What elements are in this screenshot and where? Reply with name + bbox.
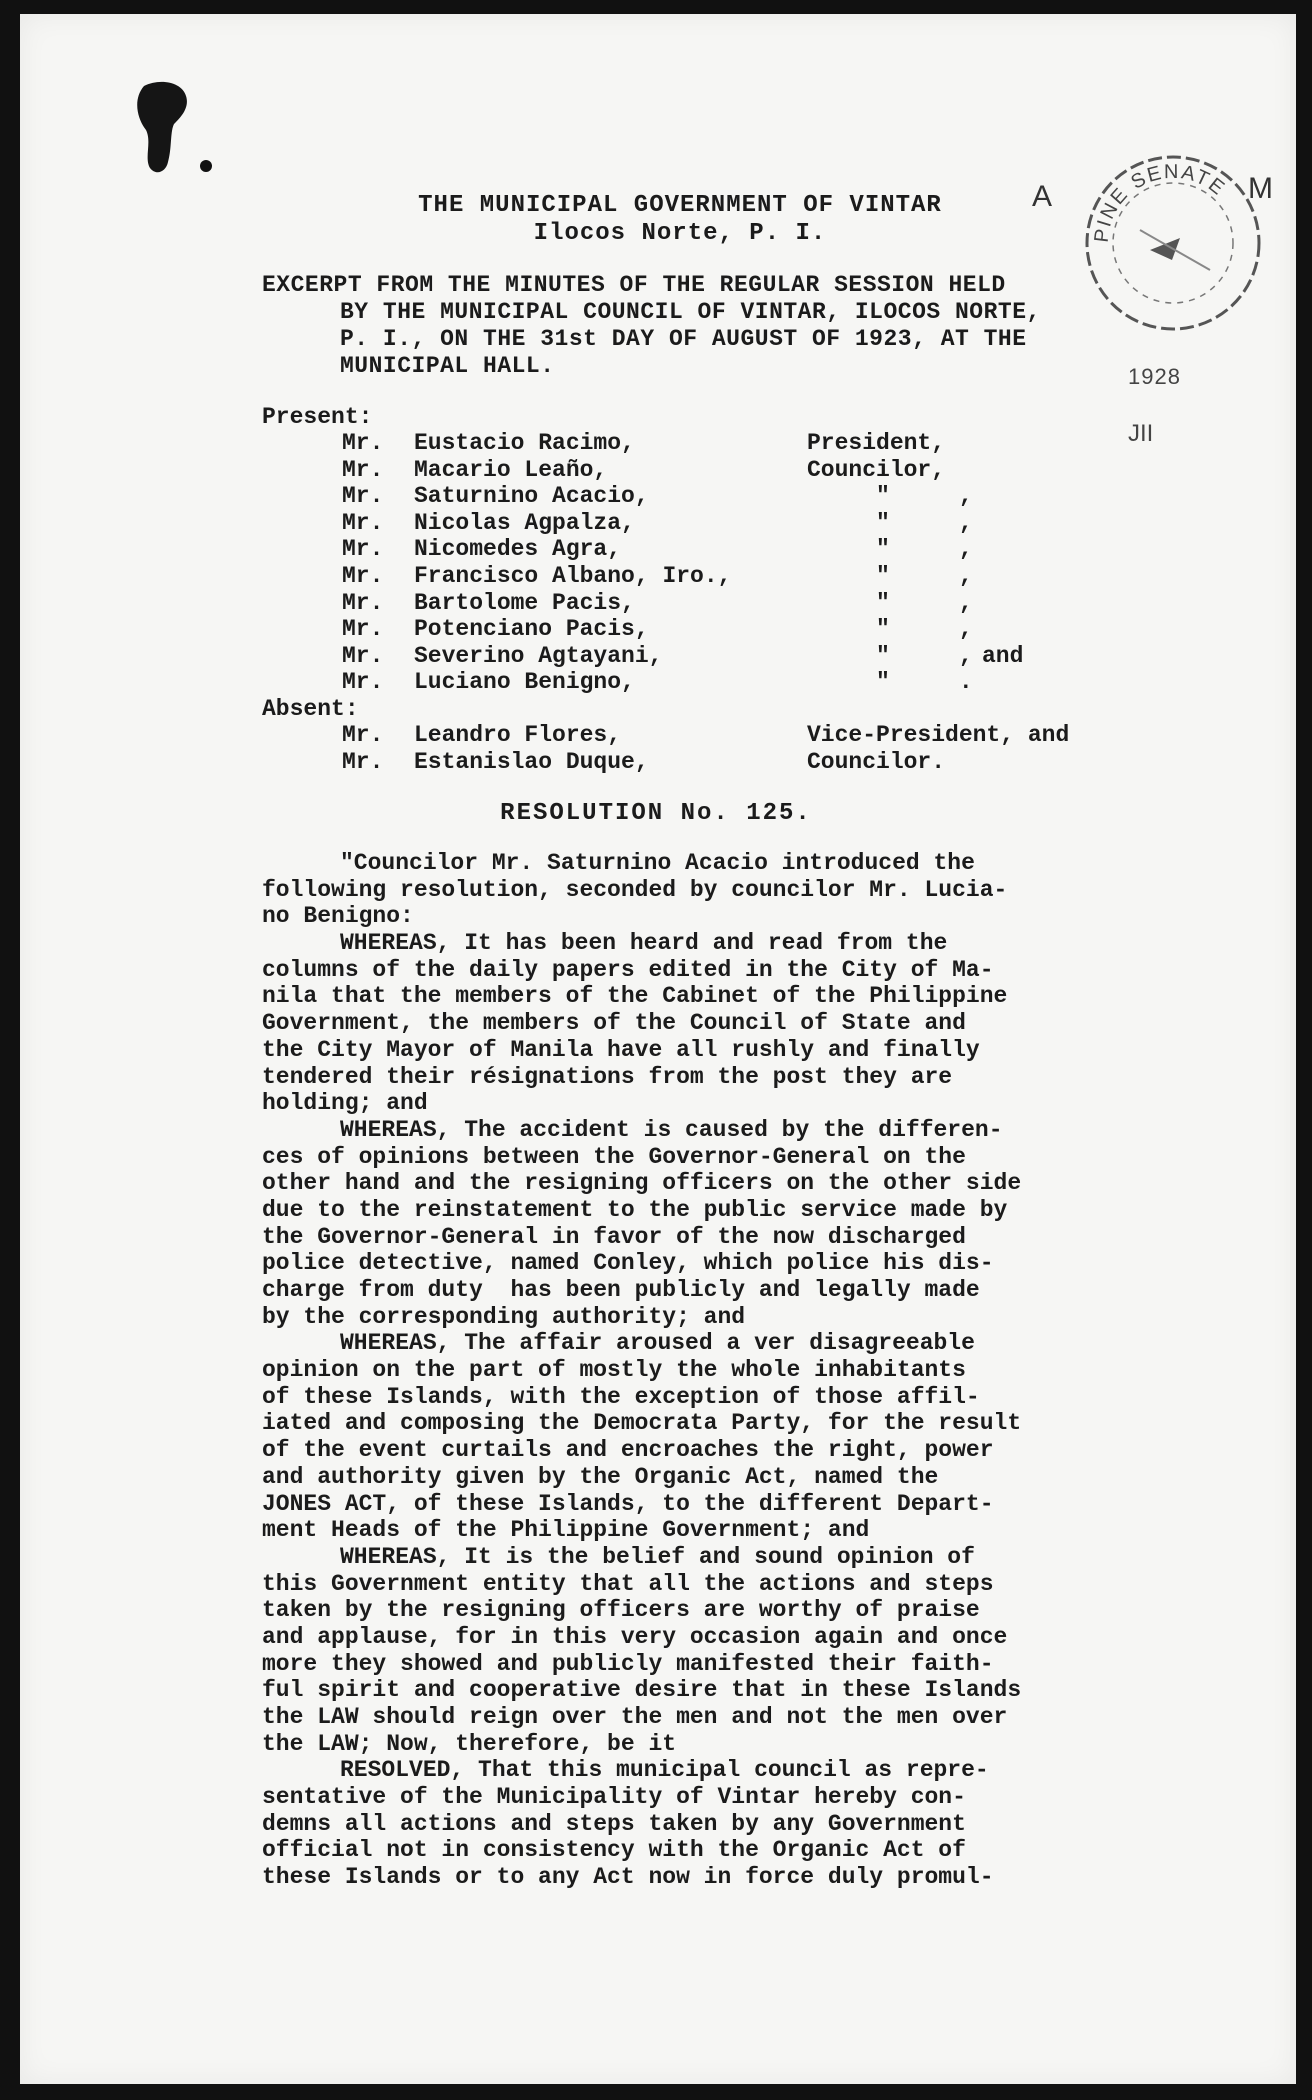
ink-dot-mark <box>200 160 212 172</box>
member-name: Luciano Benigno, <box>414 669 635 696</box>
member-role: " , <box>807 616 973 643</box>
member-title: Mr. <box>342 642 384 669</box>
member-title: Mr. <box>342 748 384 775</box>
body-line: other hand and the resigning officers on the other side <box>262 1170 1022 1197</box>
roster-row <box>262 590 1162 617</box>
member-role: " , <box>807 483 973 510</box>
body-line: the LAW should reign over the men and not the men over <box>262 1704 1008 1730</box>
body-line: WHEREAS, It is the belief and sound opinion of <box>340 1543 975 1570</box>
ink-blot-mark <box>130 78 194 178</box>
body-line: this Government entity that all the actions and steps <box>262 1570 994 1597</box>
body-line: WHEREAS, The affair aroused a ver disagreeable <box>340 1330 975 1357</box>
roster-row <box>262 722 1162 749</box>
body-line: and authority given by the Organic Act, named the <box>262 1463 939 1490</box>
body-line: of the event curtails and encroaches the right, power <box>262 1437 994 1464</box>
resolution-title: RESOLUTION No. 125. <box>500 800 812 827</box>
roster-row <box>262 510 1162 537</box>
body-line: columns of the daily papers edited in the City of Ma- <box>262 956 994 983</box>
roster-row <box>262 430 1162 457</box>
body-line: by the corresponding authority; and <box>262 1303 746 1330</box>
excerpt-line: P. I., ON THE 31st DAY OF AUGUST OF 1923, AT THE <box>340 326 1027 352</box>
member-title: Mr. <box>342 430 384 456</box>
member-role: " , <box>807 589 973 616</box>
body-line: official not in consistency with the Organic Act of <box>262 1837 966 1864</box>
body-line: the LAW; Now, therefore, be it <box>262 1730 677 1757</box>
member-title: Mr. <box>342 456 384 483</box>
excerpt-line: EXCERPT FROM THE MINUTES OF THE REGULAR SESSION HELD <box>262 272 1006 298</box>
body-line: ces of opinions between the Governor-General on the <box>262 1143 966 1170</box>
member-role: " , <box>807 562 973 589</box>
body-line: WHEREAS, The accident is caused by the differen- <box>340 1116 1003 1143</box>
body-line: due to the reinstatement to the public service made by <box>262 1196 1008 1223</box>
roster-row <box>262 749 1162 776</box>
member-role: " , <box>807 536 973 563</box>
member-role: Vice-President, and <box>807 722 1070 748</box>
member-title: Mr. <box>342 669 384 696</box>
body-line: ment Heads of the Philippine Government; and <box>262 1517 870 1544</box>
body-line: ful spirit and cooperative desire that in these Islands <box>262 1677 1022 1704</box>
absent-label: Absent: <box>262 696 359 722</box>
excerpt-paragraph <box>262 272 1122 380</box>
member-name: Severino Agtayani, <box>414 642 663 669</box>
member-name: Macario Leaño, <box>414 456 608 483</box>
body-line: and applause, for in this very occasion again and once <box>262 1623 1008 1650</box>
member-name: Nicolas Agpalza, <box>414 509 635 536</box>
body-line: more they showed and publicly manifested their faith- <box>262 1650 994 1677</box>
body-line: RESOLVED, That this municipal council as repre- <box>340 1757 989 1784</box>
body-line: following resolution, seconded by councilor Mr. Lucia- <box>262 876 1008 903</box>
member-title: Mr. <box>342 562 384 589</box>
roster-row <box>262 669 1162 696</box>
document-header <box>360 192 1000 248</box>
member-role: Councilor, <box>807 456 946 483</box>
margin-mark-m: M <box>1248 172 1273 205</box>
body-line: no Benigno: <box>262 903 414 930</box>
body-line: opinion on the part of mostly the whole inhabitants <box>262 1357 966 1384</box>
body-line: charge from duty has been publicly and legally made <box>262 1277 980 1303</box>
stamp-year: 1928 <box>1128 364 1181 389</box>
member-name: Eustacio Racimo, <box>414 430 635 456</box>
member-name: Saturnino Acacio, <box>414 483 649 510</box>
body-line: holding; and <box>262 1090 428 1117</box>
body-line: sentative of the Municipality of Vintar hereby con- <box>262 1784 966 1811</box>
member-title: Mr. <box>342 483 384 510</box>
resolution-body <box>262 850 1162 1891</box>
member-role: Councilor. <box>807 748 946 775</box>
body-line: police detective, named Conley, which police his dis- <box>262 1250 994 1277</box>
roster-row <box>262 457 1162 484</box>
member-title: Mr. <box>342 509 384 536</box>
body-line: WHEREAS, It has been heard and read from the <box>340 930 948 957</box>
member-title: Mr. <box>342 536 384 563</box>
body-line: of these Islands, with the exception of those affil- <box>262 1383 980 1410</box>
body-line: nila that the members of the Cabinet of the Philippine <box>262 983 1008 1010</box>
body-line: taken by the resigning officers are worthy of praise <box>262 1597 980 1624</box>
body-line: these Islands or to any Act now in force duly promul- <box>262 1864 994 1891</box>
body-line: "Councilor Mr. Saturnino Acacio introduced the <box>340 850 975 876</box>
member-name: Nicomedes Agra, <box>414 536 622 563</box>
present-label: Present: <box>262 404 373 430</box>
body-line: JONES ACT, of these Islands, to the different Depart- <box>262 1490 994 1517</box>
body-line: iated and composing the Democrata Party, for the result <box>262 1410 1022 1437</box>
excerpt-line: BY THE MUNICIPAL COUNCIL OF VINTAR, ILOCOS NORTE, <box>340 299 1041 325</box>
margin-mark-a: A <box>1032 180 1053 213</box>
body-line: the City Mayor of Manila have all rushly and finally <box>262 1036 980 1063</box>
member-title: Mr. <box>342 722 384 748</box>
header-location: Ilocos Norte, P. I. <box>533 220 827 247</box>
body-line: demns all actions and steps taken by any Government <box>262 1810 966 1837</box>
member-name: Francisco Albano, Iro., <box>414 562 732 589</box>
body-line: Government, the members of the Council of State and <box>262 1010 966 1037</box>
member-name: Leandro Flores, <box>414 722 622 748</box>
stamp-number: JII <box>1128 420 1154 447</box>
roster-row <box>262 483 1162 510</box>
member-tail: and <box>982 642 1024 669</box>
excerpt-line: MUNICIPAL HALL. <box>340 353 555 379</box>
absent-roster <box>262 722 1162 775</box>
roster-row <box>262 643 1162 670</box>
roster-row <box>262 616 1162 643</box>
member-name: Bartolome Pacis, <box>414 589 635 616</box>
body-line: the Governor-General in favor of the now discharged <box>262 1223 966 1250</box>
member-name: Potenciano Pacis, <box>414 616 649 643</box>
present-roster <box>262 430 1162 696</box>
member-name: Estanislao Duque, <box>414 748 649 775</box>
member-title: Mr. <box>342 616 384 643</box>
header-title: THE MUNICIPAL GOVERNMENT OF VINTAR <box>418 192 942 219</box>
roster-row <box>262 536 1162 563</box>
member-title: Mr. <box>342 589 384 616</box>
member-role: President, <box>807 430 946 456</box>
member-role: " , <box>807 509 973 536</box>
member-role: " . <box>807 669 973 696</box>
stamp-text: PINE SENATE <box>1090 160 1230 244</box>
body-line: tendered their résignations from the post they are <box>262 1063 953 1090</box>
roster-row <box>262 563 1162 590</box>
member-role: " , <box>807 642 973 669</box>
